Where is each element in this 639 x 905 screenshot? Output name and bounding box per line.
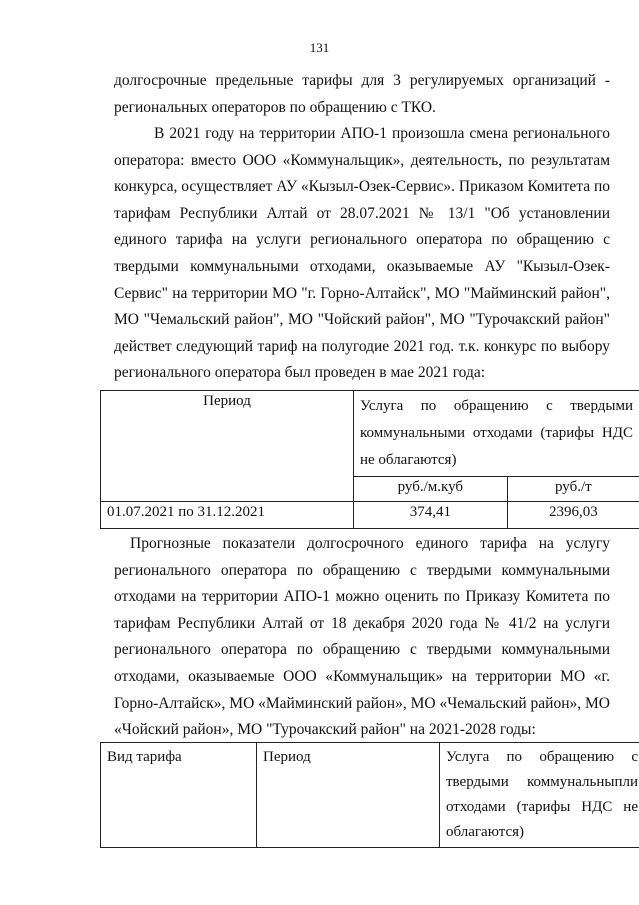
header-service: Услуга по обращению с твердыми коммунальными отходами (тарифы НДС не облагаются) bbox=[354, 391, 639, 477]
header-period: Период bbox=[101, 391, 354, 502]
header-service: Услуга по обращению с твердыми коммунальныпли отходами (тарифы НДС не облагаются) bbox=[440, 743, 639, 848]
header-unit-volume: руб./м.куб bbox=[354, 477, 508, 502]
tariff-table-2021-2028 bbox=[100, 742, 639, 848]
page-number: 131 bbox=[309, 40, 330, 55]
paragraph-intro: долгосрочные предельные тарифы для 3 регулируемых организаций - региональных операторов по обращению с ТКО. bbox=[114, 72, 610, 116]
tariff-table-2021 bbox=[100, 390, 639, 529]
cell-mass-tariff: 2396,03 bbox=[507, 502, 639, 529]
header-unit-mass: руб./т bbox=[507, 477, 639, 502]
table-row bbox=[101, 502, 639, 529]
paragraph-operator-change: В 2021 году на территории АПО-1 произошла смена регионального оператора: вместо ООО «Коммунальщик», деятельность, по результатам конкурса, осуществляет АУ «Кызыл-Озек-Сервис». Приказом Комитета по тарифам Республики Алтай от 28.07.2021 № 13/1 "Об установлении единого тарифа на услуги регионального оператора по обращению с твердыми коммунальными отходами, оказываемые АУ "Кызыл-Озек-Сервис" на территории МО "г. Горно-Алтайск", МО "Майминский район", МО "Чемальский район", МО "Чойский район", МО "Турочакский район" действет следующий тариф на полугодие 2021 год. т.к. конкурс по выбору регионального оператора был проведен в мае 2021 года: bbox=[114, 125, 610, 382]
header-tariff-type: Вид тарифа bbox=[101, 743, 257, 848]
cell-period: 01.07.2021 по 31.12.2021 bbox=[101, 502, 354, 529]
cell-volume-tariff: 374,41 bbox=[354, 502, 508, 529]
paragraph-forecast: Прогнозные показатели долгосрочного единого тарифа на услугу регионального оператора по обращению с твердыми коммунальными отходами на территории АПО-1 можно оценить по Приказу Комитета по тарифам Республики Алтай от 18 декабря 2020 года № 41/2 на услуги регионального оператора по обращению с твердыми коммунальными отходами, оказываемые ООО «Коммунальщик» на территории МО «г. Горно-Алтайск», МО «Майминский район», МО «Чемальский район», МО «Чойский район», МО "Турочакский район" на 2021-2028 годы: bbox=[114, 535, 610, 739]
header-period: Период bbox=[257, 743, 440, 848]
